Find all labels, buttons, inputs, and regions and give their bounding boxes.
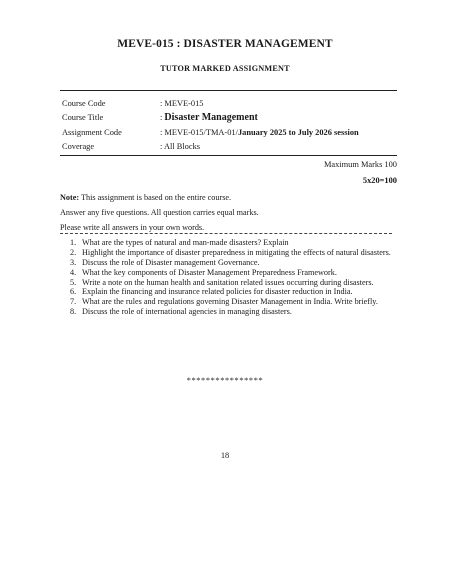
assignment-code-value-wrap (160, 128, 397, 137)
document-title: MEVE-015 : DISASTER MANAGEMENT (117, 38, 333, 50)
question-item (70, 238, 396, 248)
question-text: What are the types of natural and man-made disasters? Explain (82, 238, 289, 247)
question-text: Explain the financing and insurance related policies for disaster reduction in India. (82, 287, 353, 297)
question-number: 3. (70, 257, 77, 267)
course-title-label: Course Title (62, 113, 104, 123)
question-item (70, 268, 396, 278)
coverage-row (62, 140, 397, 155)
question-text: Discuss the role of Disaster management Governance. (82, 257, 260, 267)
page-number: 18 (220, 451, 230, 460)
question-number: 1. (70, 238, 77, 247)
course-title-value: Disaster Management (164, 112, 258, 124)
question-item (70, 278, 396, 288)
question-number: 6. (70, 287, 77, 297)
question-number: 5. (70, 277, 77, 287)
top-rule (60, 90, 397, 91)
question-text: What the key components of Disaster Management Preparedness Framework. (82, 267, 337, 277)
question-text: Highlight the importance of disaster preparedness in mitigating the effects of natural disasters. (82, 247, 391, 257)
course-code-label: Course Code (62, 98, 106, 108)
coverage-value: : All Blocks (160, 142, 201, 152)
assignment-code-row (62, 125, 397, 140)
question-number: 4. (70, 267, 77, 277)
question-number: 8. (70, 307, 77, 317)
maximum-marks: Maximum Marks 100 (323, 160, 397, 169)
coverage-label: Coverage (62, 142, 95, 152)
end-stars: **************** (186, 376, 264, 385)
instruction-1: Answer any five questions. All question carries equal marks. (60, 208, 259, 217)
course-title-value-wrap (160, 112, 397, 123)
note-label: Note: (60, 193, 80, 202)
course-title-prefix: : (160, 113, 165, 123)
question-text: Discuss the role of international agencies in managing disasters. (82, 307, 292, 317)
course-title-row (62, 111, 397, 126)
question-item (70, 287, 396, 297)
instruction-2: Please write all answers in your own words. (60, 223, 205, 232)
assignment-code-label: Assignment Code (62, 127, 122, 137)
course-code-value: : MEVE-015 (160, 98, 204, 108)
assignment-notes (60, 190, 400, 235)
document-subtitle: TUTOR MARKED ASSIGNMENT (160, 64, 290, 73)
assignment-session: January 2025 to July 2026 session (237, 127, 359, 137)
note-line (60, 190, 400, 205)
marks-breakdown: 5x20=100 (362, 176, 397, 185)
course-code-row (62, 96, 397, 111)
assignment-code-value: : MEVE-015/TMA-01/ (160, 127, 238, 137)
question-item (70, 248, 396, 258)
question-item (70, 307, 396, 317)
bottom-rule (60, 155, 397, 156)
question-number: 2. (70, 247, 77, 257)
course-info-table (62, 96, 397, 154)
question-number: 7. (70, 297, 77, 307)
dashed-separator (60, 233, 392, 234)
question-item (70, 297, 396, 307)
question-text: What are the rules and regulations governing Disaster Management in India. Write briefly. (82, 297, 378, 307)
note-text: This assignment is based on the entire course. (79, 193, 232, 202)
question-text: Write a note on the human health and sanitation related issues occurring during disasters. (82, 277, 374, 287)
question-list (70, 238, 396, 317)
question-item (70, 258, 396, 268)
